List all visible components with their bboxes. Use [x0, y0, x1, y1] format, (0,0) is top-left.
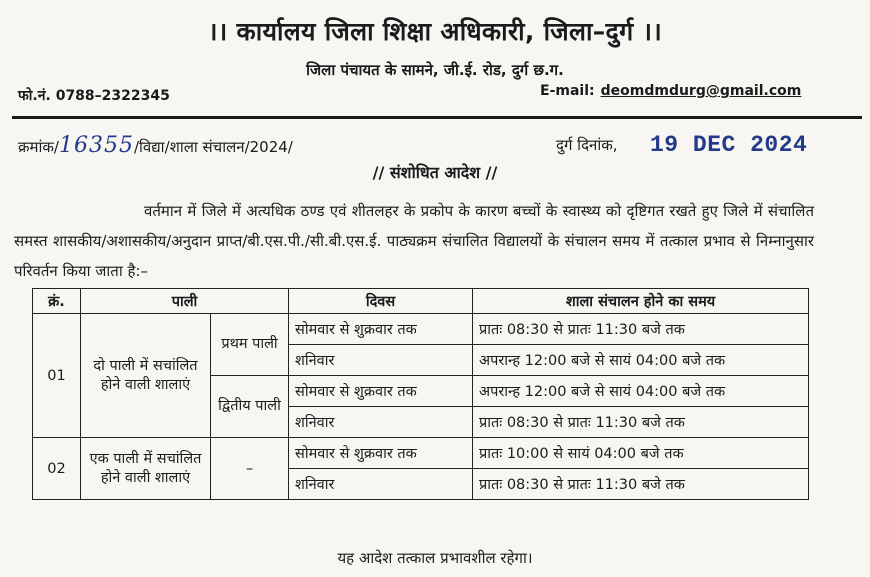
time-cell: प्रातः 08:30 से प्रातः 11:30 बजे तक	[473, 407, 809, 438]
day-cell: सोमवार से शुक्रवार तक	[289, 438, 473, 469]
office-address: जिला पंचायत के सामने, जी.ई. रोड, दुर्ग छ.ग.	[306, 61, 564, 79]
time-cell: अपरान्ह 12:00 बजे से सायं 04:00 बजे तक	[473, 376, 809, 407]
effect-note: यह आदेश तत्काल प्रभावशील रहेगा।	[337, 549, 533, 567]
table-row	[33, 438, 809, 469]
time-cell: अपरान्ह 12:00 बजे से सायं 04:00 बजे तक	[473, 345, 809, 376]
email-label: E-mail:	[540, 83, 595, 99]
school-type-cell: एक पाली में सचांलित होने वाली शालाएं	[81, 438, 211, 500]
header-day: दिवस	[289, 289, 473, 314]
email-line	[540, 83, 801, 99]
time-cell: प्रातः 08:30 से प्रातः 11:30 बजे तक	[473, 469, 809, 500]
office-title: ।। कार्यालय जिला शिक्षा अधिकारी, जिला–दुर्ग ।।	[207, 17, 663, 46]
header-shift: पाली	[81, 289, 289, 314]
sno-cell: 02	[33, 438, 81, 500]
day-cell: शनिवार	[289, 407, 473, 438]
sno-cell: 01	[33, 314, 81, 438]
header-time: शाला संचालन होने का समय	[473, 289, 809, 314]
day-cell: सोमवार से शुक्रवार तक	[289, 314, 473, 345]
day-cell: शनिवार	[289, 469, 473, 500]
day-cell: शनिवार	[289, 345, 473, 376]
schedule-table	[32, 288, 809, 500]
table-row	[33, 314, 809, 345]
order-prefix: क्रमांक/	[18, 138, 59, 156]
order-subject: // संशोधित आदेश //	[372, 163, 498, 182]
time-cell: प्रातः 10:00 से सायं 04:00 बजे तक	[473, 438, 809, 469]
day-cell: सोमवार से शुक्रवार तक	[289, 376, 473, 407]
order-body: वर्तमान में जिले में अत्यधिक ठण्ड एवं शीतलहर के प्रकोप के कारण बच्चों के स्वास्थ्य को दृष्टिगत रखते हुए जिले में संचालित समस्त शासकीय/अशासकीय/अनुदान प्राप्त/बी.एस.पी./सी.बी.एस.ई. पाठ्यक्रम संचालित विद्यालयों के संचालन समय में तत्काल प्रभाव से निम्नानुसार परिवर्तन किया जाता है:–	[14, 202, 814, 280]
header-sno: क्रं.	[33, 289, 81, 314]
shift-cell: प्रथम पाली	[211, 314, 289, 376]
email-link[interactable]: deomdmdurg@gmail.com	[600, 83, 802, 99]
table-header-row	[33, 289, 809, 314]
order-reference	[18, 133, 293, 158]
order-number: 16355	[58, 133, 134, 158]
shift-cell: द्वितीय पाली	[211, 376, 289, 438]
shift-cell: –	[211, 438, 289, 500]
time-cell: प्रातः 08:30 से प्रातः 11:30 बजे तक	[473, 314, 809, 345]
header-divider	[12, 116, 862, 119]
date-stamp: 19 DEC 2024	[650, 132, 808, 158]
school-type-cell: दो पाली में सचांलित होने वाली शालाएं	[81, 314, 211, 438]
date-label: दुर्ग दिनांक,	[556, 136, 618, 154]
order-suffix: /विद्या/शाला संचालन/2024/	[133, 138, 293, 156]
phone-number: फो.नं. 0788–2322345	[18, 88, 170, 104]
